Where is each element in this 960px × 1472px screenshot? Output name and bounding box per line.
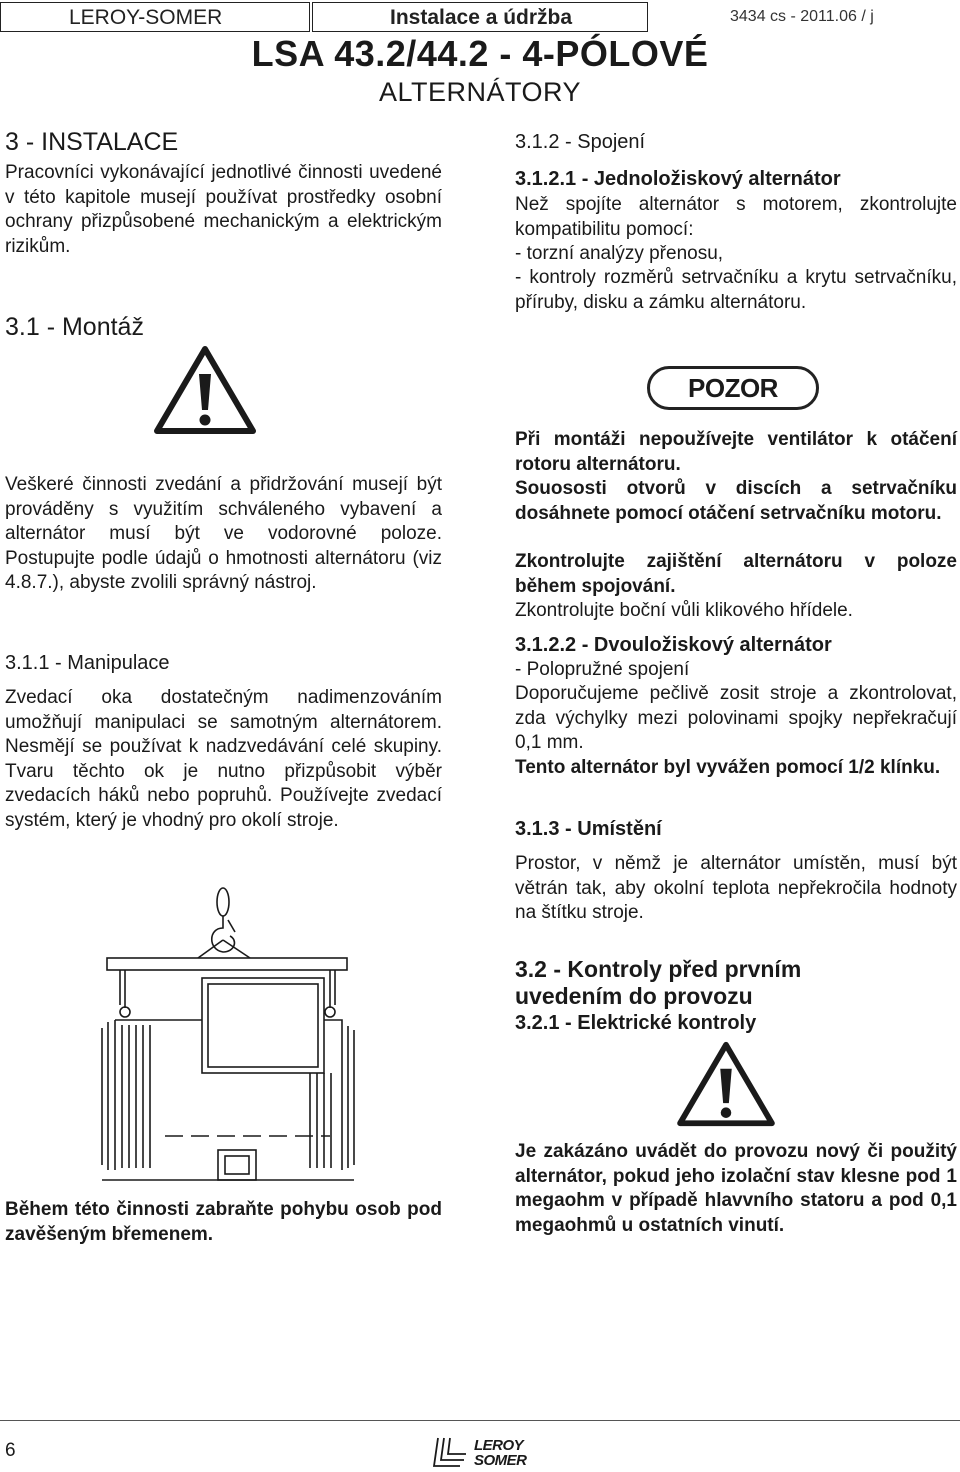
header-code-box (650, 2, 960, 32)
pozor-badge: POZOR (647, 366, 819, 410)
para-elektricke: Je zakázáno uvádět do provozu nový či použitý alternátor, pokud jeho izolační stav klesne pod 1 megaohm v případě hlavvního statoru a pod 0,1 megaohmů u ostatních vinutí. (515, 1141, 957, 1236)
heading-umisteni: 3.1.3 - Umístění (515, 818, 662, 840)
para-dvoulozisk-3: Tento alternátor byl vyvážen pomocí 1/2 klínku. (515, 757, 941, 778)
warning-triangle-icon (153, 344, 257, 436)
para-pozor-3: Zkontrolujte zajištění alternátoru v poloze během spojování. (515, 551, 957, 597)
heading-montaz: 3.1 - Montáž (5, 313, 144, 341)
para-dvoulozisk-1: - Polopružné spojení (515, 659, 690, 680)
para-dvoulozisk-2: Doporučujeme pečlivě zosit stroje a zkontrolovat, zda výchylky mezi polovinami spojky nepřekračují 0,1 mm. (515, 683, 957, 753)
logo-line-somer: SOMER (474, 1452, 527, 1469)
heading-elektricke: 3.2.1 - Elektrické kontroly (515, 1012, 757, 1034)
para-montaz: Veškeré činnosti zvedání a přidržování musejí být prováděny s využitím schváleného vybavení a alternátor musí být ve vodorovné poloze. Postupujte podle údajů o hmotnosti alternátoru (viz 4.8.7.), abyste zvolili správný nástroj. (5, 474, 442, 593)
para-jednolozisk-3: - kontroly rozměrů setrvačníku a krytu setrvačníku, příruby, disku a zámku alternátoru. (515, 267, 957, 313)
para-warning-bottom: Během této činnosti zabraňte pohybu osob pod zavěšeným břemenem. (5, 1199, 442, 1245)
header-section: Instalace a údržba (390, 6, 573, 29)
para-pozor-1: Při montáži nepoužívejte ventilátor k otáčení rotoru alternátoru. (515, 429, 957, 475)
header-doc-code: 3434 cs - 2011.06 / j (730, 8, 874, 25)
header-section-box (312, 2, 648, 32)
header-brand: LEROY-SOMER (69, 6, 223, 29)
para-jednolozisk-2: - torzní analýzy přenosu, (515, 243, 724, 264)
header-brand-box (0, 2, 310, 32)
para-umisteni: Prostor, v němž je alternátor umístěn, musí být větrán tak, aby okolní teplota nepřekročila hodnoty na štítku stroje. (515, 853, 957, 923)
document-subtitle: ALTERNÁTORY (378, 77, 582, 107)
heading-jednolozisk: 3.1.2.1 - Jednoložiskový alternátor (515, 168, 841, 190)
heading-dvoulozisk: 3.1.2.2 - Dvouložiskový alternátor (515, 634, 832, 656)
logo-wordmark (468, 1438, 527, 1468)
para-pozor-2: Souososti otvorů v discích a setrvačníku dosáhnete pomocí otáčení setrvačníku motoru. (515, 478, 957, 524)
para-pozor-4: Zkontrolujte boční vůli klikového hřídele. (515, 600, 853, 621)
footer-divider (0, 1420, 960, 1421)
heading-spojeni: 3.1.2 - Spojení (515, 131, 646, 153)
para-jednolozisk-1: Než spojíte alternátor s motorem, zkontrolujte kompatibilitu pomocí: (515, 194, 957, 240)
heading-kontroly: 3.2 - Kontroly před prvním uvedením do provozu (515, 956, 802, 1009)
document-title: LSA 43.2/44.2 - 4-PÓLOVÉ (251, 33, 709, 74)
heading-instalace: 3 - INSTALACE (5, 128, 179, 156)
logo-line-leroy: LEROY (474, 1437, 524, 1454)
page-number: 6 (5, 1440, 16, 1461)
para-instalace: Pracovníci vykonávající jednotlivé činnosti uvedené v této kapitole musejí používat prostředky osobní ochrany přizpůsobené mechanickým a elektrickým rizikům. (5, 162, 442, 257)
heading-manipulace: 3.1.1 - Manipulace (5, 652, 170, 674)
lifting-alternator-illustration (80, 880, 380, 1185)
para-manipulace: Zvedací oka dostatečným nadimenzováním umožňují manipulaci se samotným alternátorem. Nesmějí se používat k nadzvedávání celé skupiny. Tvaru těchto ok je nutno přizpůsobit výběr zvedacích háků nebo popruhů. Používejte zvedací systém, který je vhodný pro okolí stroje. (5, 687, 442, 831)
warning-triangle-icon-2 (676, 1040, 776, 1128)
